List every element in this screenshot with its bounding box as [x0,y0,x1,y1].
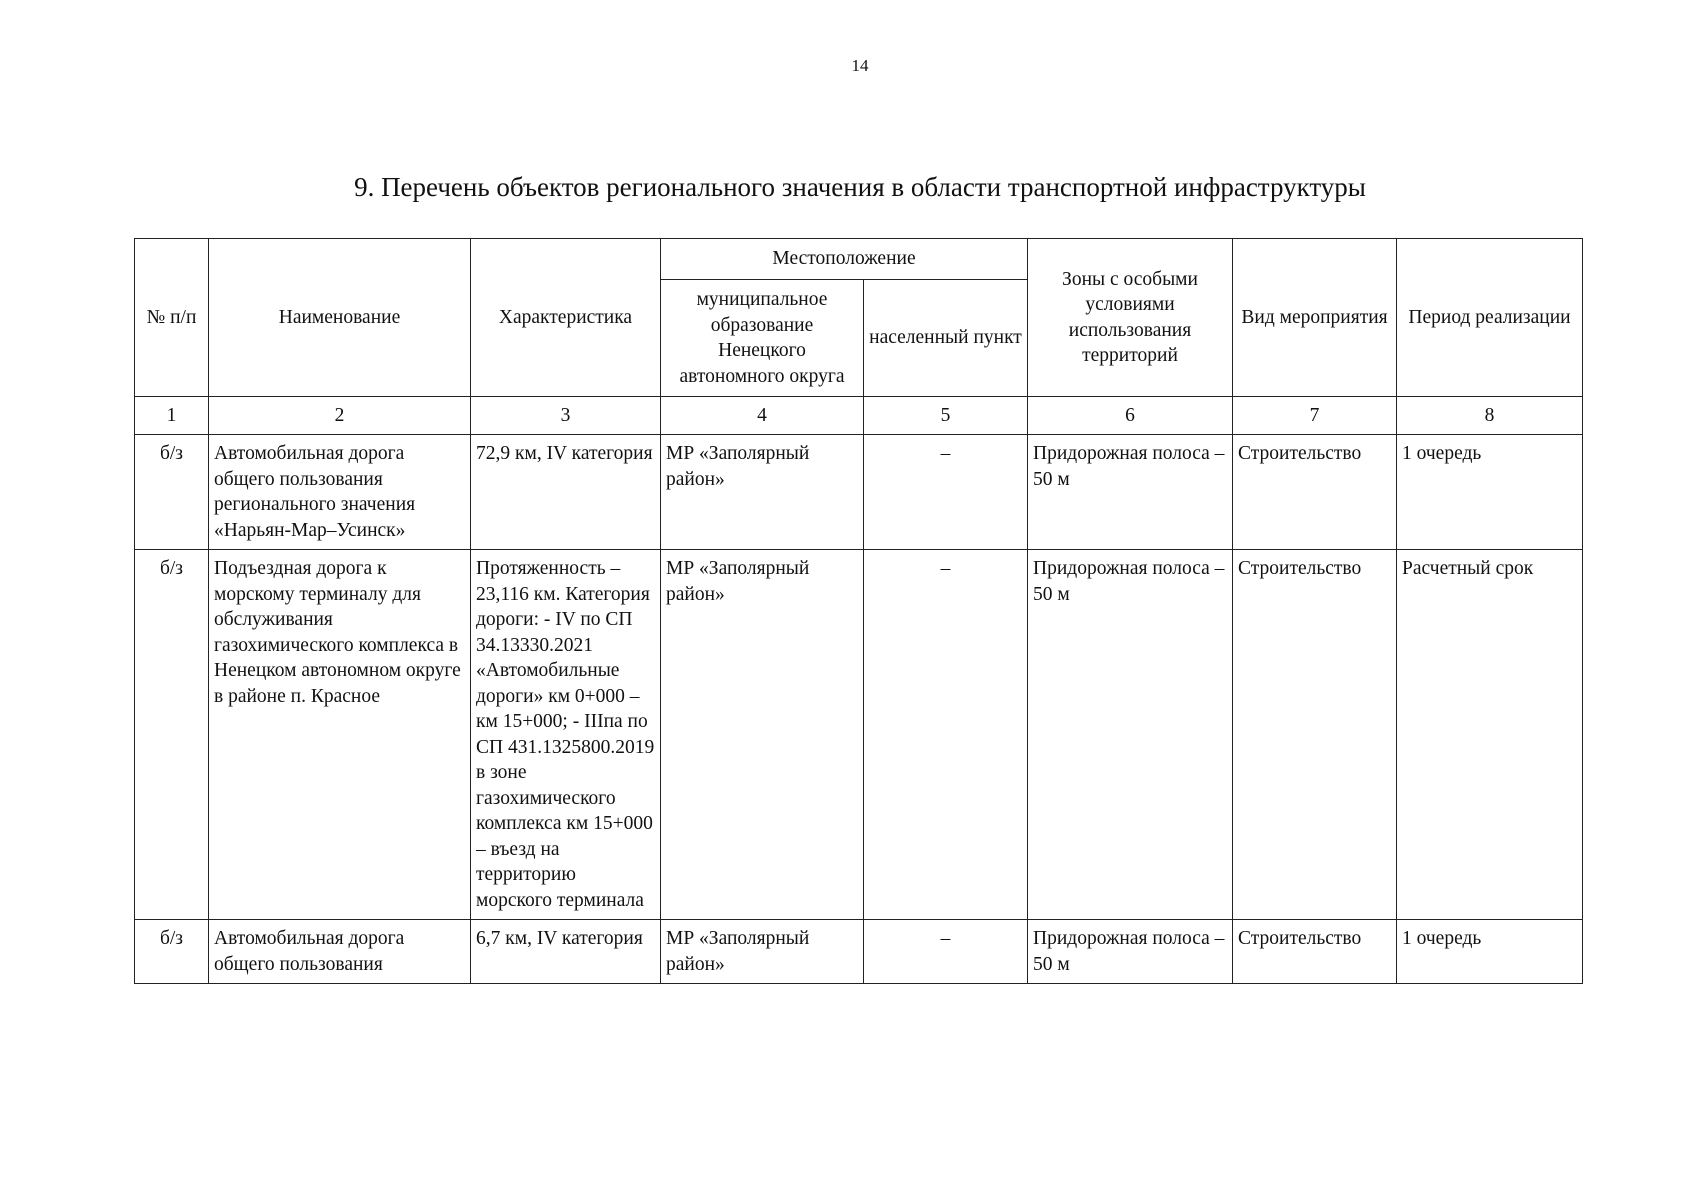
cell-characteristic: Протяженность – 23,116 км. Категория дороги: - IV по СП 34.13330.2021 «Автомобильные дороги» км 0+000 – км 15+000; - IIIпа по СП 431.1325800.2019 в зоне газохимического комплекса км 15+000 – въезд на территорию морского терминала [471,550,661,920]
header-zones: Зоны с особыми условиями использования территорий [1028,239,1233,397]
cell-name: Подъездная дорога к морскому терминалу для обслуживания газохимического комплекса в Ненецком автономном округе в районе п. Красное [209,550,471,920]
cell-name: Автомобильная дорога общего пользования [209,920,471,984]
cell-period: Расчетный срок [1397,550,1583,920]
cell-characteristic: 6,7 км, IV категория [471,920,661,984]
cell-num: б/з [135,550,209,920]
column-number: 5 [864,397,1028,435]
table-row [135,435,1583,550]
cell-zones: Придорожная полоса – 50 м [1028,920,1233,984]
cell-name: Автомобильная дорога общего пользования регионального значения «Нарьян-Мар–Усинск» [209,435,471,550]
column-number: 7 [1233,397,1397,435]
cell-period: 1 очередь [1397,920,1583,984]
header-location: Местоположение [661,239,1028,280]
cell-period: 1 очередь [1397,435,1583,550]
cell-settlement: – [864,920,1028,984]
header-action: Вид мероприятия [1233,239,1397,397]
header-characteristic: Характеристика [471,239,661,397]
header-settlement: населенный пункт [864,280,1028,397]
table-row [135,920,1583,984]
cell-municipality: МР «Заполярный район» [661,550,864,920]
cell-action: Строительство [1233,920,1397,984]
column-numbers-row [135,397,1583,435]
objects-table [134,238,1583,984]
cell-num: б/з [135,435,209,550]
column-number: 1 [135,397,209,435]
cell-settlement: – [864,435,1028,550]
cell-zones: Придорожная полоса – 50 м [1028,550,1233,920]
cell-characteristic: 72,9 км, IV категория [471,435,661,550]
cell-zones: Придорожная полоса – 50 м [1028,435,1233,550]
cell-action: Строительство [1233,550,1397,920]
table-row [135,550,1583,920]
header-name: Наименование [209,239,471,397]
header-municipality: муниципальное образование Ненецкого автономного округа [661,280,864,397]
column-number: 8 [1397,397,1583,435]
header-period: Период реализации [1397,239,1583,397]
column-number: 3 [471,397,661,435]
page-number: 14 [851,56,869,75]
cell-municipality: МР «Заполярный район» [661,435,864,550]
cell-municipality: МР «Заполярный район» [661,920,864,984]
cell-action: Строительство [1233,435,1397,550]
column-number: 2 [209,397,471,435]
document-title: 9. Перечень объектов регионального значения в области транспортной инфраструктуры [354,172,1366,202]
column-number: 4 [661,397,864,435]
cell-num: б/з [135,920,209,984]
cell-settlement: – [864,550,1028,920]
header-num: № п/п [135,239,209,397]
column-number: 6 [1028,397,1233,435]
